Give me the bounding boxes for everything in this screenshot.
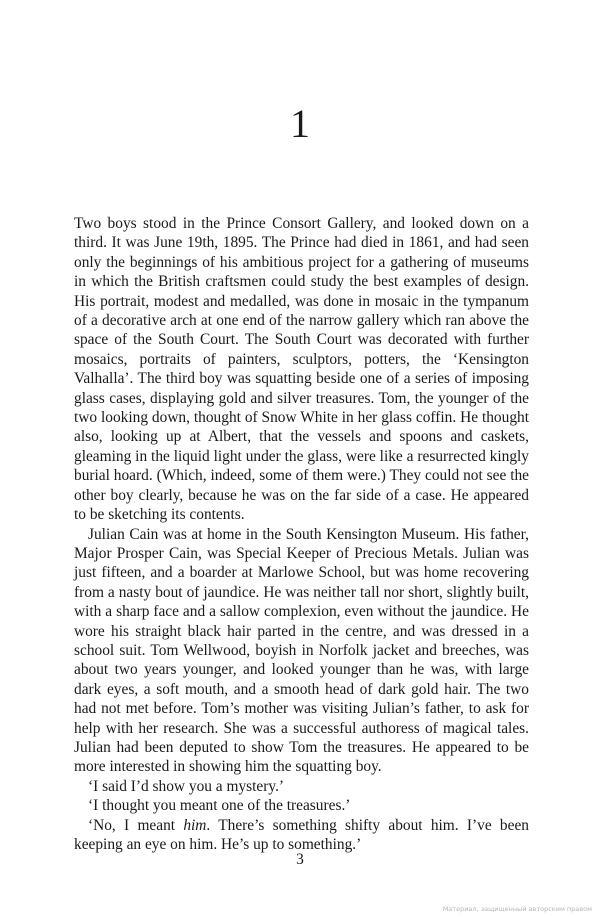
dialogue-line: ‘I thought you meant one of the treasures.’ bbox=[88, 797, 351, 815]
paragraph: Julian Cain was at home in the South Kensington Museum. His father, Major Prosper Cain, was Special Keeper of Precious Metals. Julian was just fifteen, and a boarder at Marlowe School, but was home recovering from a nasty bout of jaundice. He was neither tall nor short, slightly built, with a sharp face and a sallow complexion, even without the jaundice. He wore his straight black hair parted in the centre, and was dressed in a school suit. Tom Wellwood, boyish in Norfolk jacket and breeches, was about two years younger, and looked younger than he was, with large dark eyes, a soft mouth, and a smooth head of dark gold hair. The two had not met before. Tom’s mother was visiting Julian’s father, to ask for help with her research. She was a successful authoress of magical tales. Julian had been deputed to show Tom the treasures. He appeared to be more interested in showing him the squatting boy. bbox=[74, 525, 529, 776]
dialogue-text: ‘No, I meant bbox=[88, 816, 184, 834]
emphasized-word: him bbox=[183, 816, 207, 834]
dialogue-line: ‘I said I’d show you a mystery.’ bbox=[88, 777, 285, 795]
paragraph: Two boys stood in the Prince Consort Gallery, and looked down on a third. It was June 19th, 1895. The Prince had died in 1861, and had seen only the beginnings of his ambitious project for a gathering of museums in which the British craftsmen could study the best examples of design. His portrait, modest and medalled, was done in mosaic in the tympanum of a decorative arch at one end of the narrow gallery which ran above the space of the South Court. The South Court was decorated with further mosaics, portraits of painters, sculptors, potters, the ‘Kensington Valhalla’. The third boy was squatting beside one of a series of imposing glass cases, displaying gold and silver treasures. Tom, the younger of the two looking down, thought of Snow White in her glass coffin. He thought also, looking up at Albert, that the vessels and spoons and caskets, gleaming in the liquid light under the glass, were like a resurrected kingly burial hoard. (Which, indeed, some of them were.) They could not see the other boy clearly, because he was on the far side of a case. He appeared to be sketching its contents. bbox=[74, 215, 529, 524]
chapter-body bbox=[74, 214, 529, 854]
dialogue-line bbox=[74, 816, 529, 855]
chapter-number: 1 bbox=[290, 101, 310, 146]
dialogue-text: . There’s something shifty about him. I’ve been keeping an eye on him. He’s up to something.’ bbox=[74, 816, 529, 853]
copyright-watermark: Материал, защищенный авторским правом bbox=[442, 905, 592, 913]
page-number: 3 bbox=[296, 851, 304, 868]
